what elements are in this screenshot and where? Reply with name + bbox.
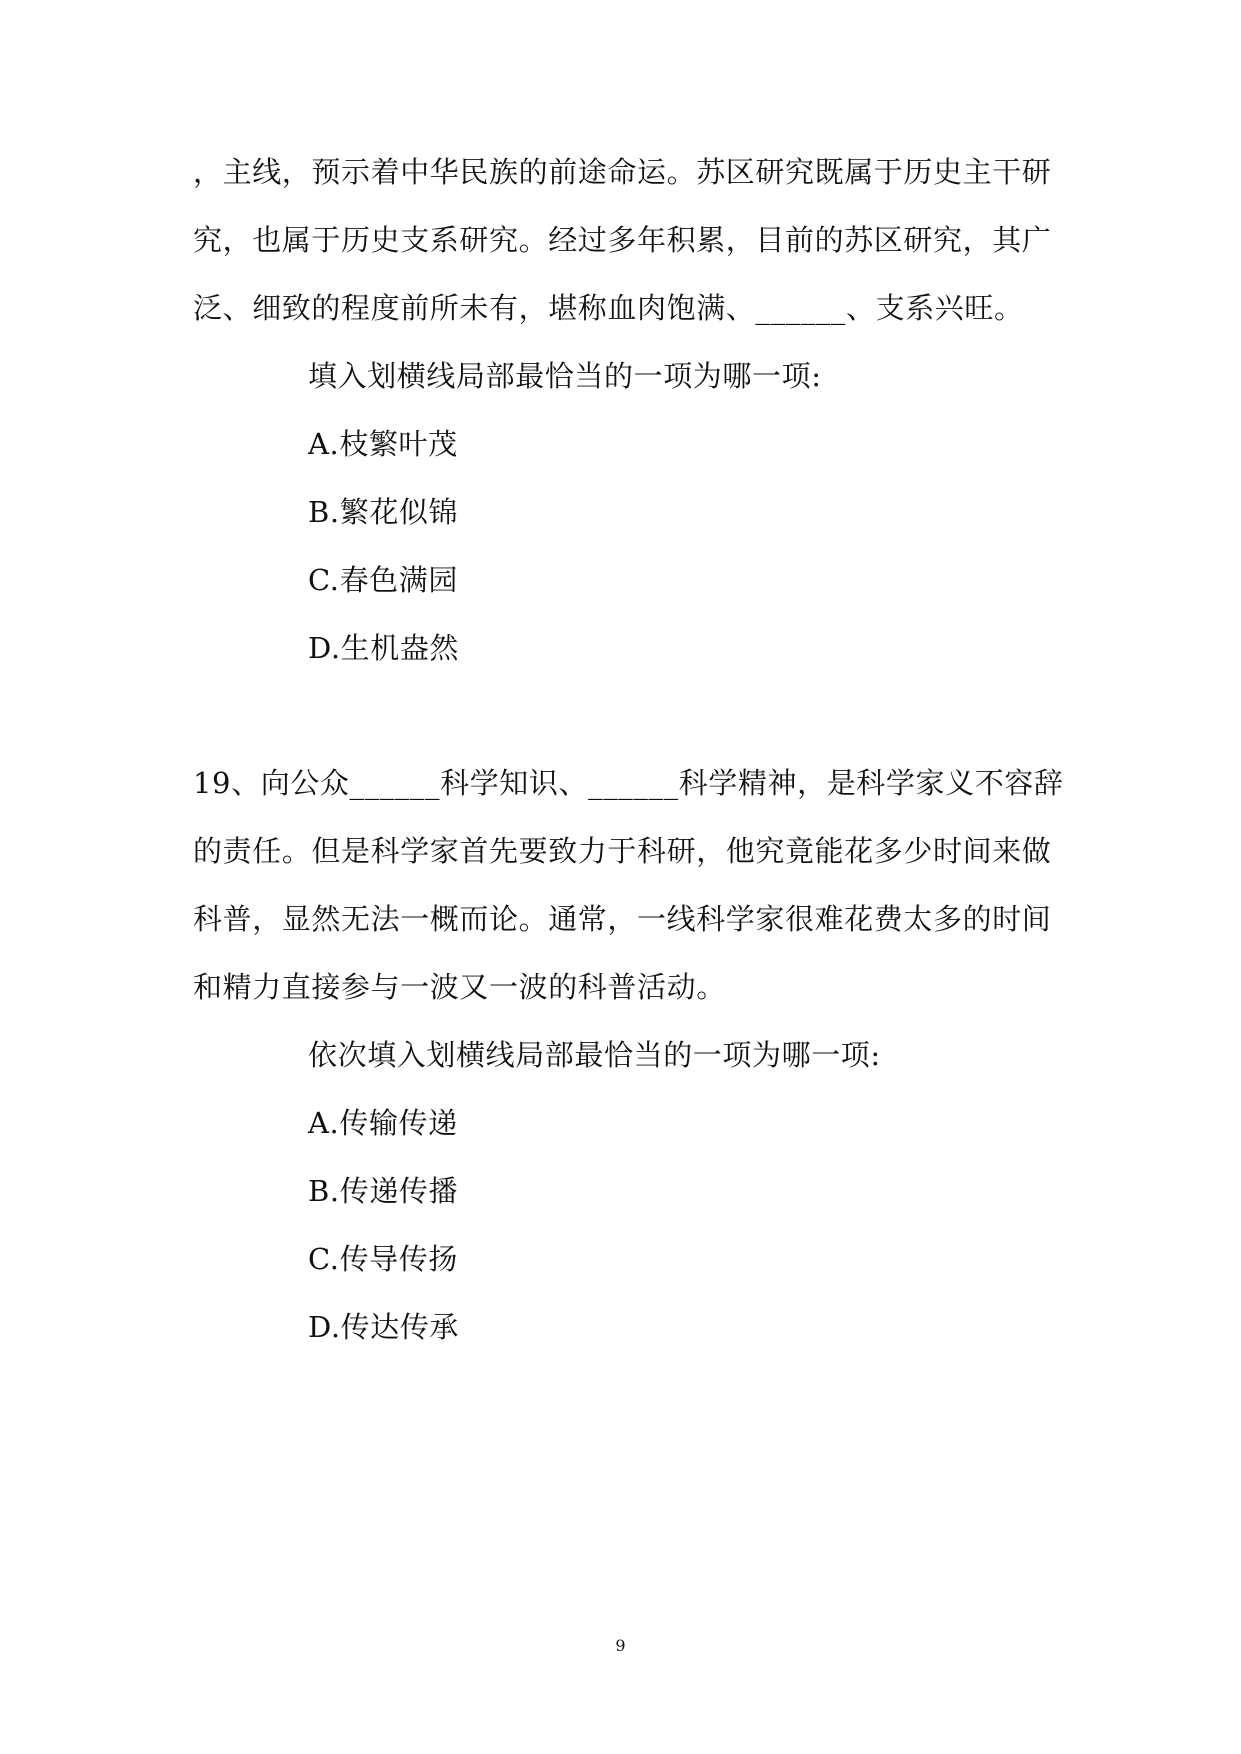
q19-option-b: B.传递传播 bbox=[308, 1174, 459, 1208]
q18-passage-line-2: 究，也属于历史支系研究。经过多年积累，目前的苏区研究，其广 bbox=[193, 223, 1052, 257]
q19-option-d: D.传达传承 bbox=[308, 1310, 460, 1344]
q19-passage-line-3: 科普，显然无法一概而论。通常，一线科学家很难花费太多的时间 bbox=[193, 902, 1052, 936]
page-number: 9 bbox=[615, 1636, 626, 1655]
q18-option-a: A.枝繁叶茂 bbox=[308, 427, 458, 461]
q19-option-a: A.传输传递 bbox=[308, 1106, 458, 1140]
q19-prompt: 依次填入划横线局部最恰当的一项为哪一项: bbox=[308, 1038, 881, 1072]
q18-option-d: D.生机盎然 bbox=[308, 631, 460, 665]
q18-option-c: C.春色满园 bbox=[308, 563, 458, 597]
q19-passage-line-2: 的责任。但是科学家首先要致力于科研，他究竟能花多少时间来做 bbox=[193, 834, 1052, 868]
q18-option-b: B.繁花似锦 bbox=[308, 495, 459, 529]
q18-passage-line-3: 泛、细致的程度前所未有，堪称血肉饱满、______、支系兴旺。 bbox=[193, 291, 1024, 325]
q18-passage-line-1: ，主线，预示着中华民族的前途命运。苏区研究既属于历史主干研 bbox=[193, 155, 1052, 189]
q19-passage-line-4: 和精力直接参与一波又一波的科普活动。 bbox=[193, 970, 726, 1004]
q19-option-c: C.传导传扬 bbox=[308, 1242, 458, 1276]
q19-passage-line-1: 19、向公众______科学知识、______科学精神，是科学家义不容辞 bbox=[193, 766, 1064, 800]
q18-prompt: 填入划横线局部最恰当的一项为哪一项: bbox=[308, 359, 822, 393]
